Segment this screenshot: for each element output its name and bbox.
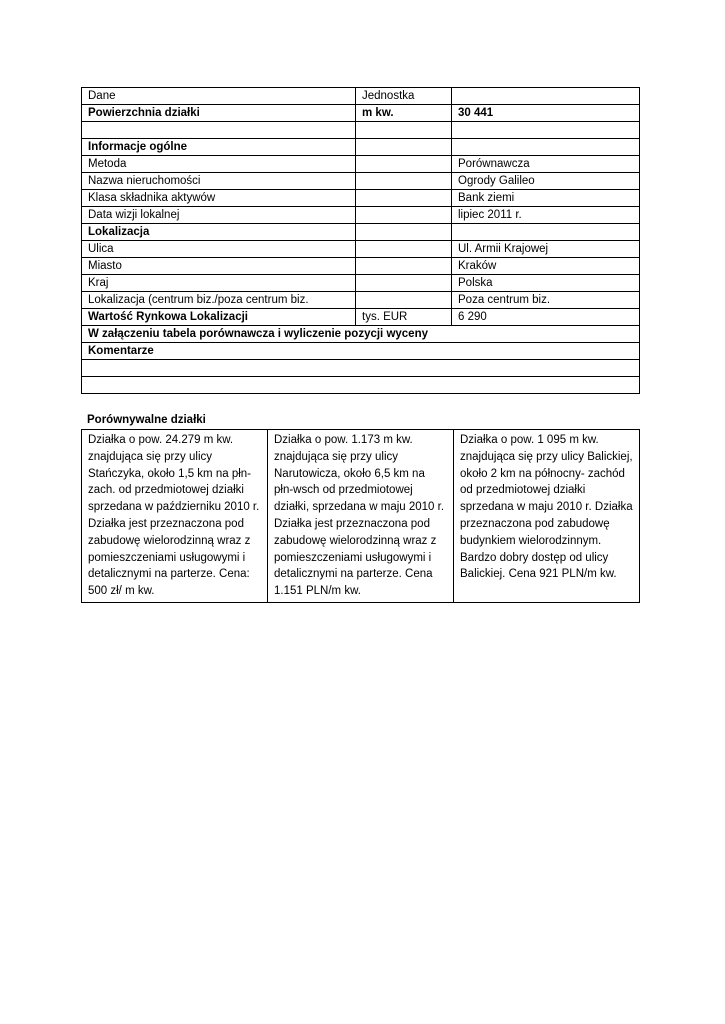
table-row (82, 258, 640, 275)
table-row (82, 190, 640, 207)
cell-label: Klasa składnika aktywów (82, 190, 356, 207)
table-row (82, 224, 640, 241)
comparable-cell-2: Działka o pow. 1.173 m kw. znajdująca się przy ulicy Narutowicza, około 6,5 km na płn-wsch od przedmiotowej działki, sprzedana w maju 2010 r. Działka jest przeznaczona pod zabudowę wielorodzinną wraz z pomieszczeniami usługowymi i detalicznymi na parterze. Cena 1.151 PLN/m kw. (268, 430, 454, 603)
table-row (82, 105, 640, 122)
cell-unit (356, 292, 452, 309)
cell-value: 30 441 (452, 105, 640, 122)
cell-label: Dane (82, 88, 356, 105)
cell-unit (356, 275, 452, 292)
cell-unit: m kw. (356, 105, 452, 122)
cell-label: Data wizji lokalnej (82, 207, 356, 224)
table-row (82, 430, 640, 603)
comparable-cell-1: Działka o pow. 24.279 m kw. znajdująca się przy ulicy Stańczyka, około 1,5 km na płn-zach. od przedmiotowej działki sprzedana w październiku 2010 r. Działka jest przeznaczona pod zabudowę wielorodzinną wraz z pomieszczeniami usługowymi i detalicznymi na parterze. Cena: 500 zł/ m kw. (82, 430, 268, 603)
table-row (82, 241, 640, 258)
cell-value: Porównawcza (452, 156, 640, 173)
cell-value: Ogrody Galileo (452, 173, 640, 190)
cell-value: lipiec 2011 r. (452, 207, 640, 224)
cell-value: Bank ziemi (452, 190, 640, 207)
table-row (82, 360, 640, 377)
cell-unit (356, 258, 452, 275)
table-row (82, 207, 640, 224)
comparables-table (81, 429, 640, 603)
cell-label: Wartość Rynkowa Lokalizacji (82, 309, 356, 326)
comments-empty-row (82, 377, 640, 394)
cell-value (452, 224, 640, 241)
cell-label: Ulica (82, 241, 356, 258)
cell-value: Polska (452, 275, 640, 292)
table-row (82, 326, 640, 343)
cell-value: Poza centrum biz. (452, 292, 640, 309)
cell-value (452, 139, 640, 156)
cell-unit (356, 156, 452, 173)
table-row (82, 139, 640, 156)
cell-label: Lokalizacja (82, 224, 356, 241)
cell-unit (356, 241, 452, 258)
comparables-title: Porównywalne działki (87, 414, 206, 426)
table-row (82, 122, 640, 139)
cell-unit (356, 224, 452, 241)
attachment-note: W załączeniu tabela porównawcza i wyliczenie pozycji wyceny (82, 326, 640, 343)
cell-label: Miasto (82, 258, 356, 275)
cell-unit: tys. EUR (356, 309, 452, 326)
cell-unit (356, 122, 452, 139)
cell-unit (356, 173, 452, 190)
cell-unit (356, 190, 452, 207)
table-row (82, 88, 640, 105)
valuation-data-table (81, 87, 640, 394)
cell-unit (356, 139, 452, 156)
cell-label: Nazwa nieruchomości (82, 173, 356, 190)
comparable-cell-3: Działka o pow. 1 095 m kw. znajdująca się przy ulicy Balickiej, około 2 km na północny- zachód od przedmiotowej działki sprzedana w maju 2010 r. Działka przeznaczona pod zabudowę budynkiem wielorodzinnym. Bardzo dobry dostęp od ulicy Balickiej. Cena 921 PLN/m kw. (454, 430, 640, 603)
cell-label: Lokalizacja (centrum biz./poza centrum biz. (82, 292, 356, 309)
table-row (82, 309, 640, 326)
cell-label: Informacje ogólne (82, 139, 356, 156)
cell-unit: Jednostka (356, 88, 452, 105)
comments-empty-row (82, 360, 640, 377)
table-row (82, 173, 640, 190)
cell-unit (356, 207, 452, 224)
comments-label: Komentarze (82, 343, 640, 360)
cell-label: Powierzchnia działki (82, 105, 356, 122)
cell-label: Kraj (82, 275, 356, 292)
cell-value: Ul. Armii Krajowej (452, 241, 640, 258)
table-row (82, 343, 640, 360)
cell-value (452, 88, 640, 105)
table-row (82, 292, 640, 309)
cell-value (452, 122, 640, 139)
cell-label (82, 122, 356, 139)
table-row (82, 156, 640, 173)
table-row (82, 275, 640, 292)
table-row (82, 377, 640, 394)
cell-value: Kraków (452, 258, 640, 275)
cell-label: Metoda (82, 156, 356, 173)
cell-value: 6 290 (452, 309, 640, 326)
